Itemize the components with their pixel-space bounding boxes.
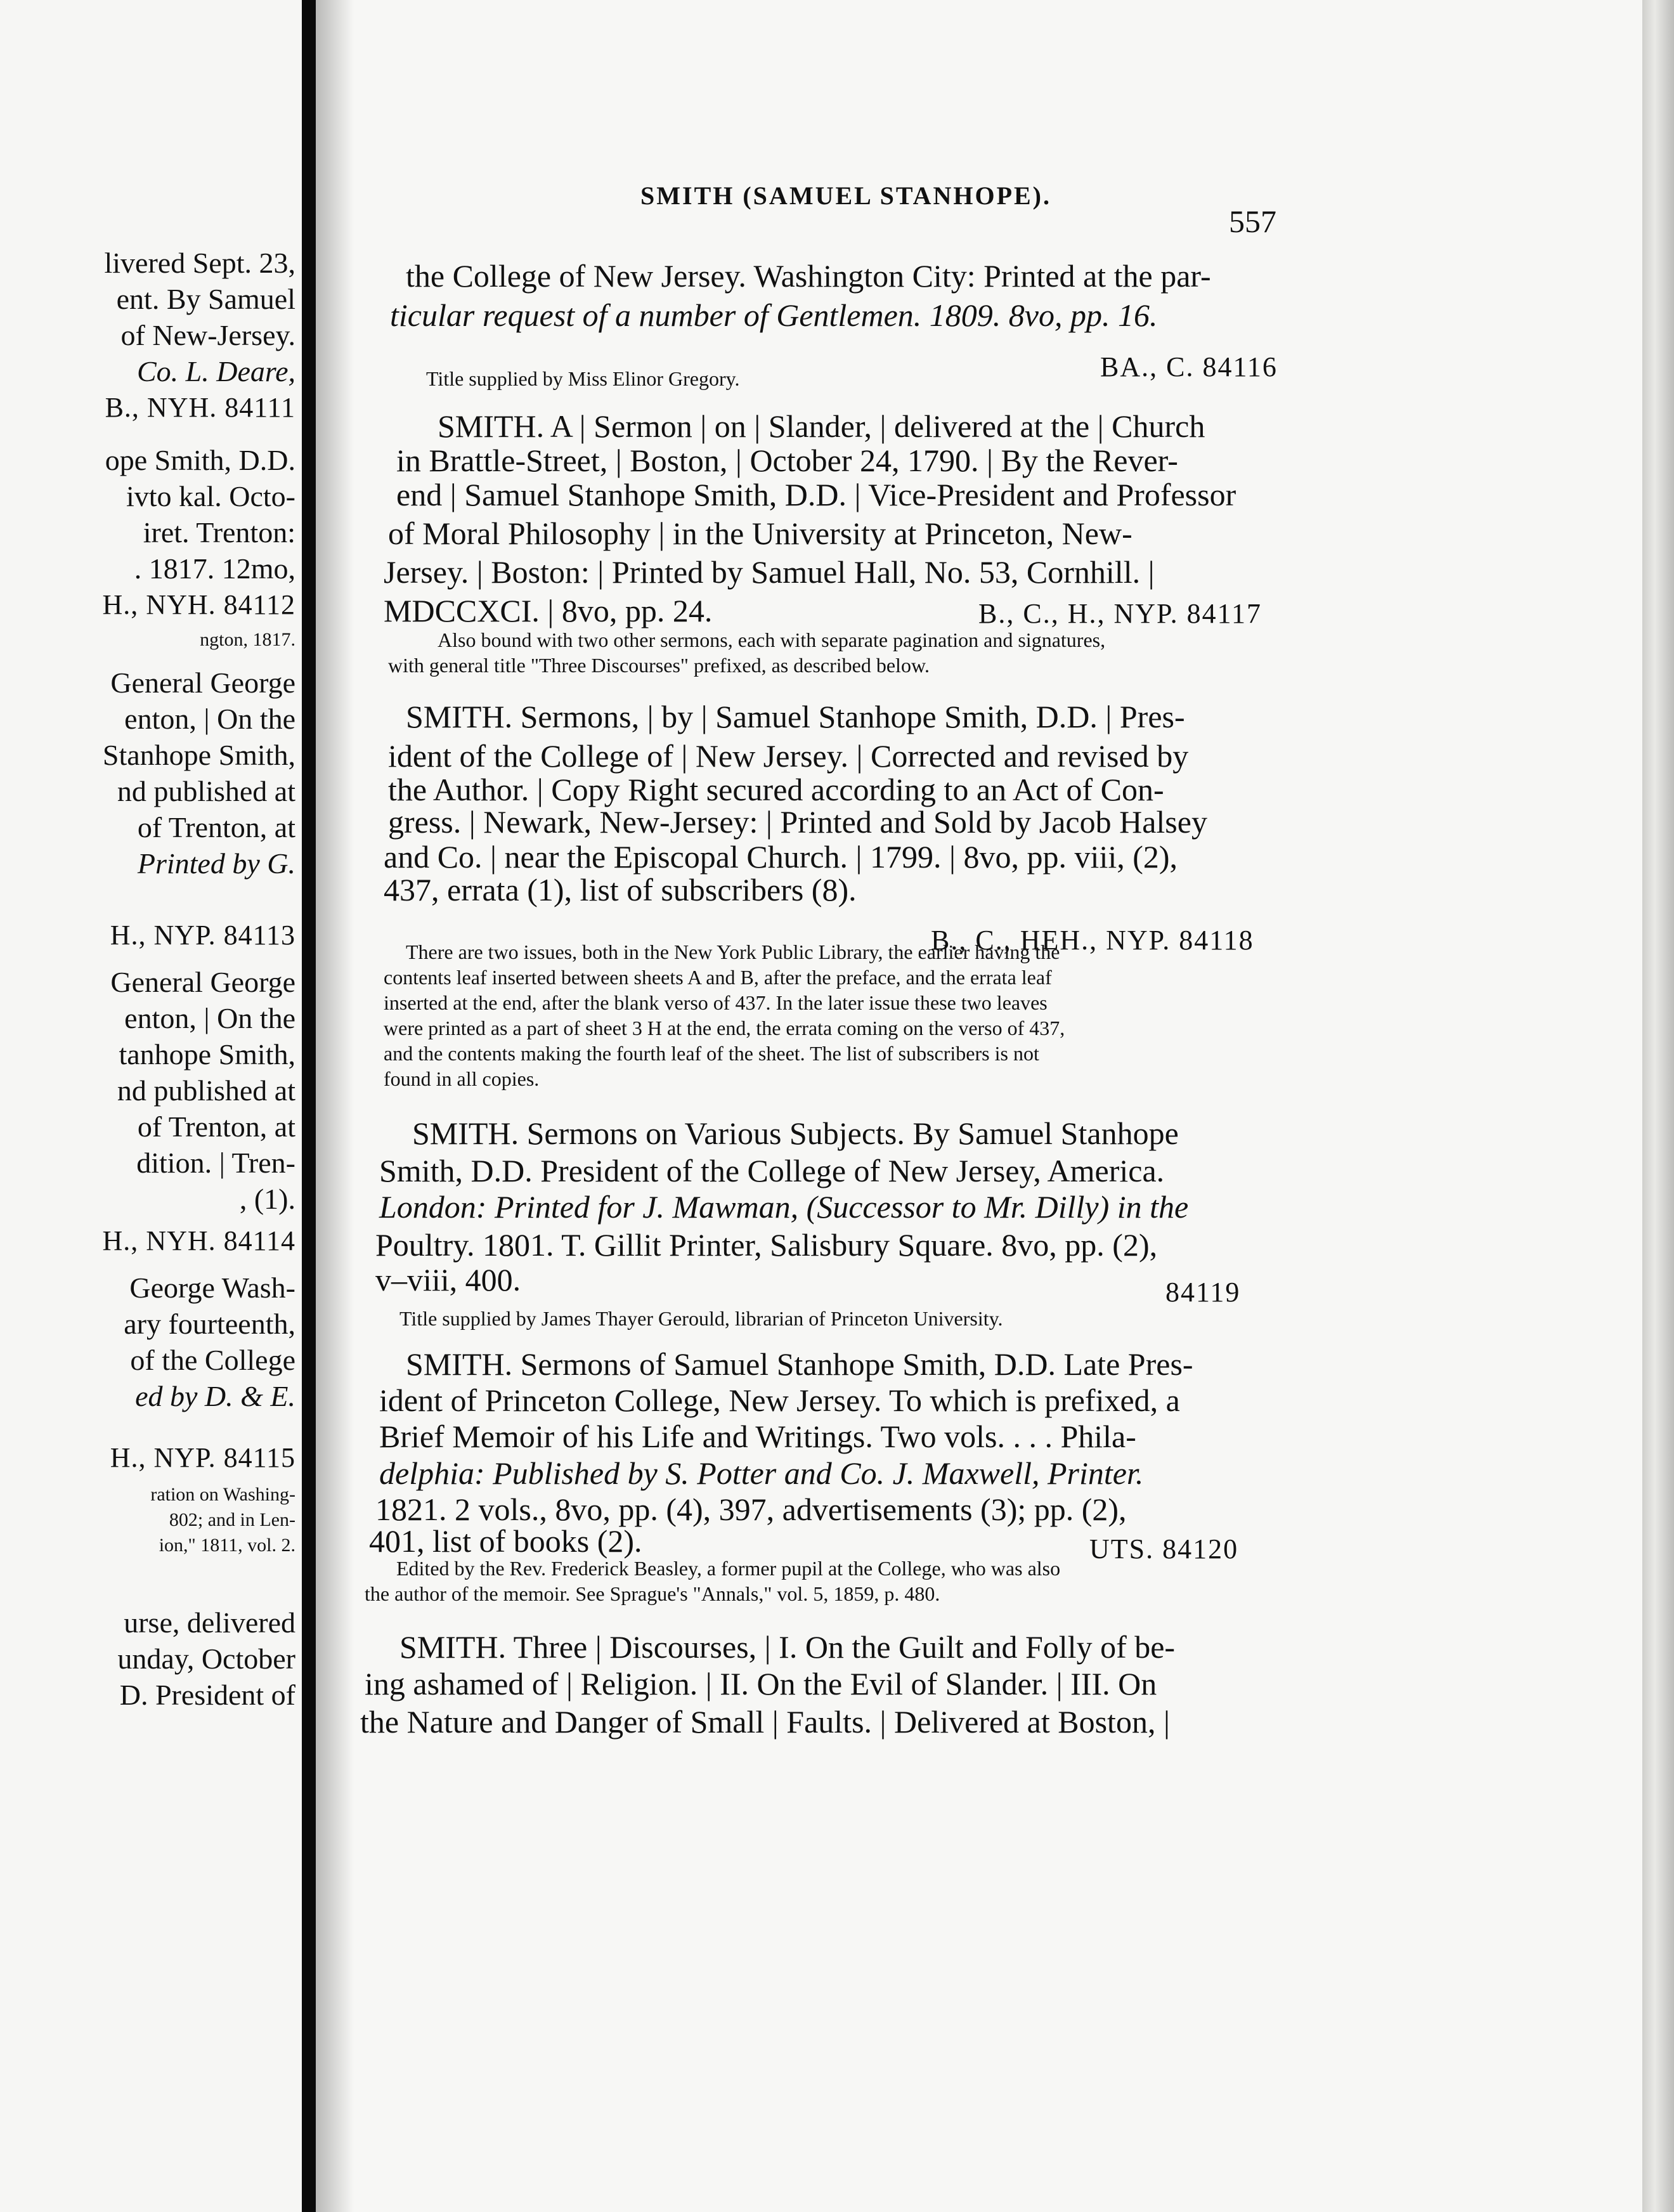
entry-note: Edited by the Rev. Frederick Beasley, a former pupil at the College, who was also bbox=[396, 1557, 1061, 1580]
entry-line: Brief Memoir of his Life and Writings. Two vols. . . . Phila- bbox=[379, 1419, 1136, 1454]
left-line: 802; and in Len- bbox=[169, 1509, 295, 1530]
entry-line: SMITH. Sermons, | by | Samuel Stanhope Smith, D.D. | Pres- bbox=[406, 699, 1185, 734]
entry-note: were printed as a part of sheet 3 H at the end, the errata coming on the verso of 437, bbox=[384, 1017, 1065, 1039]
entry-line: 437, errata (1), list of subscribers (8). bbox=[384, 872, 857, 908]
entry-note: the author of the memoir. See Sprague's "Annals," vol. 5, 1859, p. 480. bbox=[365, 1582, 940, 1605]
page-number: 557 bbox=[1229, 204, 1276, 239]
entry-line: and Co. | near the Episcopal Church. | 1799. | 8vo, pp. viii, (2), bbox=[384, 839, 1178, 875]
left-line: B., NYH. 84111 bbox=[105, 392, 295, 423]
entry-line: MDCCXCI. | 8vo, pp. 24. bbox=[384, 593, 713, 628]
entry-note: Title supplied by Miss Elinor Gregory. bbox=[426, 367, 740, 390]
left-line: , (1). bbox=[239, 1183, 295, 1215]
left-line: ed by D. & E. bbox=[135, 1380, 295, 1412]
entry-line: delphia: Published by S. Potter and Co. J. Maxwell, Printer. bbox=[379, 1455, 1144, 1491]
left-line: of Trenton, at bbox=[137, 811, 295, 843]
left-line: nd published at bbox=[117, 775, 295, 807]
entry-line: ticular request of a number of Gentlemen. 1809. 8vo, pp. 16. bbox=[390, 297, 1158, 333]
entry-line: SMITH. Sermons on Various Subjects. By Samuel Stanhope bbox=[412, 1116, 1179, 1151]
running-head: SMITH (SAMUEL STANHOPE). bbox=[640, 181, 1051, 210]
entry-line: 401, list of books (2). bbox=[369, 1523, 642, 1559]
left-line: ration on Washing- bbox=[150, 1484, 295, 1505]
left-line: of the College bbox=[130, 1344, 295, 1376]
entry-note: contents leaf inserted between sheets A and B, after the preface, and the errata leaf bbox=[384, 966, 1052, 989]
entry-line: the College of New Jersey. Washington City: Printed at the par- bbox=[406, 258, 1211, 294]
left-line: ivto kal. Octo- bbox=[126, 480, 295, 512]
left-line: livered Sept. 23, bbox=[104, 247, 295, 279]
left-line: Printed by G. bbox=[137, 847, 295, 880]
left-line: enton, | On the bbox=[124, 1002, 295, 1034]
left-line: General George bbox=[110, 966, 295, 998]
left-line: Stanhope Smith, bbox=[102, 739, 295, 771]
entry-line: London: Printed for J. Mawman, (Successor to Mr. Dilly) in the bbox=[379, 1189, 1189, 1225]
left-line: nd published at bbox=[117, 1074, 295, 1107]
entry-line: SMITH. Sermons of Samuel Stanhope Smith, D.D. Late Pres- bbox=[406, 1346, 1193, 1382]
left-line: of Trenton, at bbox=[137, 1110, 295, 1143]
left-line: H., NYP. 84113 bbox=[110, 920, 295, 951]
entry-note: Also bound with two other sermons, each with separate pagination and signatures, bbox=[438, 628, 1106, 651]
holdings-ref: 84119 bbox=[1165, 1277, 1241, 1308]
holdings-ref: B., C., H., NYP. 84117 bbox=[978, 598, 1262, 629]
left-line: Co. L. Deare, bbox=[136, 355, 295, 387]
left-line: tanhope Smith, bbox=[119, 1038, 295, 1070]
entry-line: SMITH. Three | Discourses, | I. On the Guilt and Folly of be- bbox=[399, 1629, 1176, 1665]
left-line: H., NYH. 84114 bbox=[102, 1225, 295, 1256]
left-line: ope Smith, D.D. bbox=[105, 444, 295, 476]
left-line: General George bbox=[110, 667, 295, 699]
left-line: ion," 1811, vol. 2. bbox=[159, 1535, 295, 1556]
left-line: ary fourteenth, bbox=[124, 1308, 295, 1340]
left-line: . 1817. 12mo, bbox=[134, 552, 295, 585]
entry-line: Smith, D.D. President of the College of New Jersey, America. bbox=[379, 1153, 1165, 1188]
entry-line: the Nature and Danger of Small | Faults. | Delivered at Boston, | bbox=[360, 1704, 1170, 1740]
entry-line: ident of the College of | New Jersey. | Corrected and revised by bbox=[388, 738, 1189, 774]
left-line: unday, October bbox=[117, 1643, 295, 1675]
holdings-ref: B., C., HEH., NYP. 84118 bbox=[931, 925, 1254, 956]
entry-note: found in all copies. bbox=[384, 1067, 540, 1090]
entry-note: There are two issues, both in the New York Public Library, the earlier having the bbox=[406, 940, 1060, 963]
entry-line: in Brattle-Street, | Boston, | October 24, 1790. | By the Rever- bbox=[396, 443, 1178, 478]
left-line: enton, | On the bbox=[124, 703, 295, 735]
entry-note: Title supplied by James Thayer Gerould, librarian of Princeton University. bbox=[399, 1307, 1003, 1330]
left-line: ngton, 1817. bbox=[200, 629, 295, 650]
entry-line: the Author. | Copy Right secured according to an Act of Con- bbox=[388, 772, 1164, 807]
entry-line: ident of Princeton College, New Jersey. To which is prefixed, a bbox=[379, 1382, 1180, 1418]
entry-line: ing ashamed of | Religion. | II. On the Evil of Slander. | III. On bbox=[365, 1666, 1157, 1701]
entry-line: of Moral Philosophy | in the University at Princeton, New- bbox=[388, 516, 1132, 551]
left-line: urse, delivered bbox=[124, 1606, 295, 1639]
entry-note: with general title "Three Discourses" prefixed, as described below. bbox=[388, 654, 930, 677]
left-line: ent. By Samuel bbox=[116, 283, 295, 315]
left-line: of New-Jersey. bbox=[120, 319, 295, 351]
left-line: H., NYH. 84112 bbox=[102, 589, 295, 620]
left-line: George Wash- bbox=[129, 1272, 295, 1304]
left-line: iret. Trenton: bbox=[143, 516, 295, 549]
holdings-ref: BA., C. 84116 bbox=[1100, 351, 1278, 382]
entry-line: SMITH. A | Sermon | on | Slander, | delivered at the | Church bbox=[438, 408, 1205, 444]
entry-line: Jersey. | Boston: | Printed by Samuel Hall, No. 53, Cornhill. | bbox=[384, 554, 1155, 590]
left-line: dition. | Tren- bbox=[136, 1147, 295, 1179]
entry-line: 1821. 2 vols., 8vo, pp. (4), 397, advertisements (3); pp. (2), bbox=[375, 1492, 1127, 1527]
entry-line: Poultry. 1801. T. Gillit Printer, Salisbury Square. 8vo, pp. (2), bbox=[375, 1227, 1158, 1263]
left-line: D. President of bbox=[119, 1679, 295, 1711]
entry-line: end | Samuel Stanhope Smith, D.D. | Vice-President and Professor bbox=[396, 477, 1236, 512]
entry-line: v–viii, 400. bbox=[375, 1262, 521, 1298]
holdings-ref: UTS. 84120 bbox=[1089, 1533, 1239, 1565]
left-line: H., NYP. 84115 bbox=[110, 1442, 295, 1473]
entry-note: and the contents making the fourth leaf of the sheet. The list of subscribers is not bbox=[384, 1042, 1039, 1065]
entry-note: inserted at the end, after the blank verso of 437. In the later issue these two leaves bbox=[384, 991, 1048, 1014]
entry-line: gress. | Newark, New-Jersey: | Printed and Sold by Jacob Halsey bbox=[388, 804, 1207, 840]
